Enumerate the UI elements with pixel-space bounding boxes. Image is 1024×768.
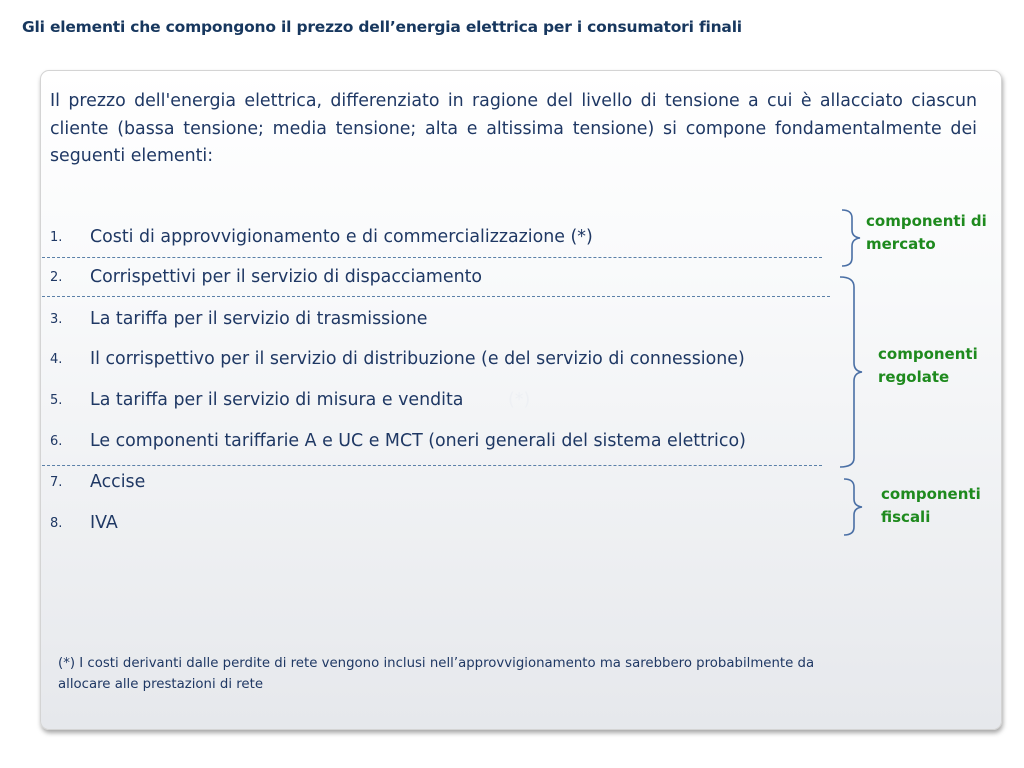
list-item-number: 3. (50, 312, 63, 327)
brace-regolate-icon (836, 275, 866, 470)
intro-paragraph: Il prezzo dell'energia elettrica, differenziato in ragione del livello di tensione a cui è allacciato ciascun cliente (bassa tensione; media tensione; alta e altissima tensione) si compone fondamentalmente dei seguenti elementi: (50, 91, 977, 166)
separator-line (42, 257, 822, 258)
footnote: (*) I costi derivanti dalle perdite di rete vengono inclusi nell’approvvigionamento ma sarebbero probabilmente da allocare alle prestazioni di rete (58, 656, 815, 692)
group-label-line: mercato (866, 235, 936, 253)
faint-marker: (*) (508, 390, 531, 410)
list-item-number: 6. (50, 434, 63, 449)
brace-mercato-icon (838, 208, 866, 268)
list-item-text: Corrispettivi per il servizio di dispacciamento (90, 267, 483, 287)
list-item-number: 1. (50, 230, 63, 245)
separator-line (42, 465, 822, 466)
list-item-number: 5. (50, 393, 63, 408)
group-label-fiscali (881, 483, 981, 529)
list-item-number: 4. (50, 352, 63, 367)
group-label-line: componenti di (866, 212, 987, 230)
group-label-line: fiscali (881, 508, 931, 526)
group-label-line: componenti (881, 485, 981, 503)
list-item-text: IVA (90, 513, 118, 533)
list-item-number: 2. (50, 270, 63, 285)
list-item-text: Le componenti tariffarie A e UC e MCT (oneri generali del sistema elettrico) (90, 431, 746, 451)
list-item-text: Costi di approvvigionamento e di commercializzazione (*) (90, 227, 593, 247)
brace-fiscali-icon (840, 477, 868, 537)
group-label-mercato (866, 210, 987, 256)
list-item-text: Il corrispettivo per il servizio di distribuzione (e del servizio di connessione) (90, 349, 745, 369)
group-label-line: componenti (878, 345, 978, 363)
separator-line (42, 296, 830, 297)
list-item-number: 8. (50, 516, 63, 531)
list-item-text: La tariffa per il servizio di trasmissione (90, 309, 428, 329)
list-item-text: Accise (90, 472, 146, 492)
group-label-regolate (878, 343, 978, 389)
list-item-text: La tariffa per il servizio di misura e vendita (90, 390, 464, 410)
list-item-number: 7. (50, 475, 63, 490)
group-label-line: regolate (878, 368, 950, 386)
slide-title: Gli elementi che compongono il prezzo dell’energia elettrica per i consumatori finali (22, 18, 742, 36)
